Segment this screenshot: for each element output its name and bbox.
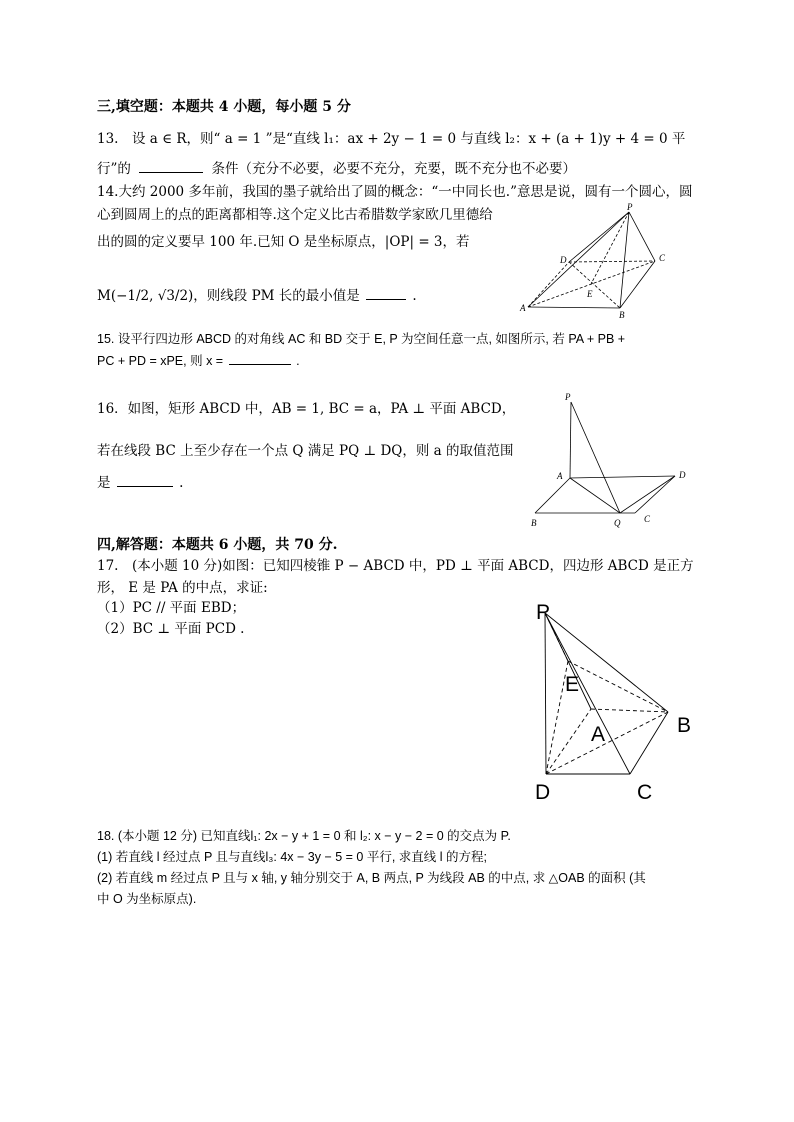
fig3-label-p: P	[536, 601, 551, 624]
q18-line4: 中 O 为坐标原点).	[97, 892, 197, 906]
q14-line4-pre: M(−1/2, √3/2)，则线段 PM 长的最小值是	[97, 288, 360, 304]
fig3-label-c: C	[637, 781, 653, 804]
fig1-label-p: P	[627, 202, 633, 212]
q16-line2: 若在线段 BC 上至少存在一个点 Q 满足 PQ ⊥ DQ，则 a 的取值范围	[97, 443, 514, 459]
q15-line2	[97, 351, 300, 370]
fig2-label-c: C	[644, 514, 651, 524]
q14-line2: 心到圆周上的点的距离都相等.这个定义比古希腊数学家欧几里德给	[97, 207, 493, 223]
fig1-label-c: C	[659, 253, 666, 263]
q17-line1: 17. (本小题 10 分)如图：已知四棱锥 P − ABCD 中，PD ⊥ 平面 ABCD，四边形 ABCD 是正方	[97, 558, 694, 574]
q16-answer-blank	[117, 473, 173, 487]
q18-line1: 18. (本小题 12 分) 已知直线l₁: 2x − y + 1 = 0 和 l₂: x − y − 2 = 0 的交点为 P.	[97, 829, 511, 843]
q17-line2: 形， E 是 PA 的中点，求证:	[97, 580, 268, 596]
fig2-label-a: A	[557, 471, 563, 481]
q18-line3: (2) 若直线 m 经过点 P 且与 x 轴, y 轴分别交于 A, B 两点, P 为线段 AB 的中点, 求 △OAB 的面积 (其	[97, 871, 646, 885]
q15-line2-post: .	[296, 354, 300, 368]
fig2-label-q: Q	[614, 518, 621, 528]
q14-line4	[97, 286, 417, 305]
q17-figure-pyramid	[525, 595, 705, 805]
fig1-label-d: D	[560, 255, 567, 265]
q14-line1: 14.大约 2000 多年前，我国的墨子就给出了圆的概念：“一中同长也.”意思是说，圆有一个圆心，圆	[97, 184, 693, 200]
q13-line1: 13. 设 a ∈ R，则“ a = 1 ”是“直线 l₁：ax + 2y − 1 = 0 与直线 l₂：x + (a + 1)y + 4 = 0 平	[97, 131, 686, 147]
q16-line3-post: .	[179, 475, 184, 491]
section-3-heading: 三,填空题：本题共 4 小题，每小题 5 分	[97, 99, 351, 115]
section-4-heading: 四,解答题：本题共 6 小题，共 70 分.	[97, 537, 338, 553]
q18-line2: (1) 若直线 l 经过点 P 且与直线l₃: 4x − 3y − 5 = 0 平行, 求直线 l 的方程;	[97, 850, 488, 864]
fig3-label-a: A	[591, 723, 606, 746]
q14-figure-pyramid	[520, 200, 680, 320]
q14-line4-post: .	[412, 288, 417, 304]
q17-part1: （1）PC // 平面 EBD；	[97, 600, 246, 616]
q13-line2-pre: 行”的	[97, 161, 131, 177]
fig3-label-d: D	[535, 781, 551, 804]
fig2-label-b: B	[531, 518, 537, 528]
q14-line3: 出的圆的定义要早 100 年.已知 O 是坐标原点，|OP| = 3，若	[97, 234, 470, 250]
q15-answer-blank	[229, 351, 291, 365]
q14-answer-blank	[366, 286, 406, 300]
fig1-label-a: A	[520, 303, 526, 313]
q17-part2: （2）BC ⊥ 平面 PCD .	[97, 621, 245, 637]
q16-line3-pre: 是	[97, 475, 111, 491]
fig1-label-e: E	[587, 289, 593, 299]
q15-line1: 15. 设平行四边形 ABCD 的对角线 AC 和 BD 交于 E, P 为空间任意一点, 如图所示, 若 PA + PB +	[97, 332, 626, 346]
q13-line2	[97, 159, 576, 178]
fig1-label-b: B	[619, 310, 625, 320]
fig2-label-d: D	[679, 470, 686, 480]
q15-line2-pre: PC + PD = xPE, 则 x =	[97, 354, 224, 368]
q16-line1: 16．如图，矩形 ABCD 中，AB = 1, BC = a，PA ⊥ 平面 ABCD，	[97, 401, 516, 417]
fig3-label-b: B	[677, 714, 692, 737]
q16-line3	[97, 473, 183, 492]
q13-line2-post: 条件（充分不必要，必要不充分，充要，既不充分也不必要）	[211, 161, 576, 177]
q16-figure-rectangle	[525, 390, 700, 535]
fig3-label-e: E	[565, 673, 580, 696]
fig2-label-p: P	[565, 392, 571, 402]
q13-answer-blank	[139, 159, 203, 173]
